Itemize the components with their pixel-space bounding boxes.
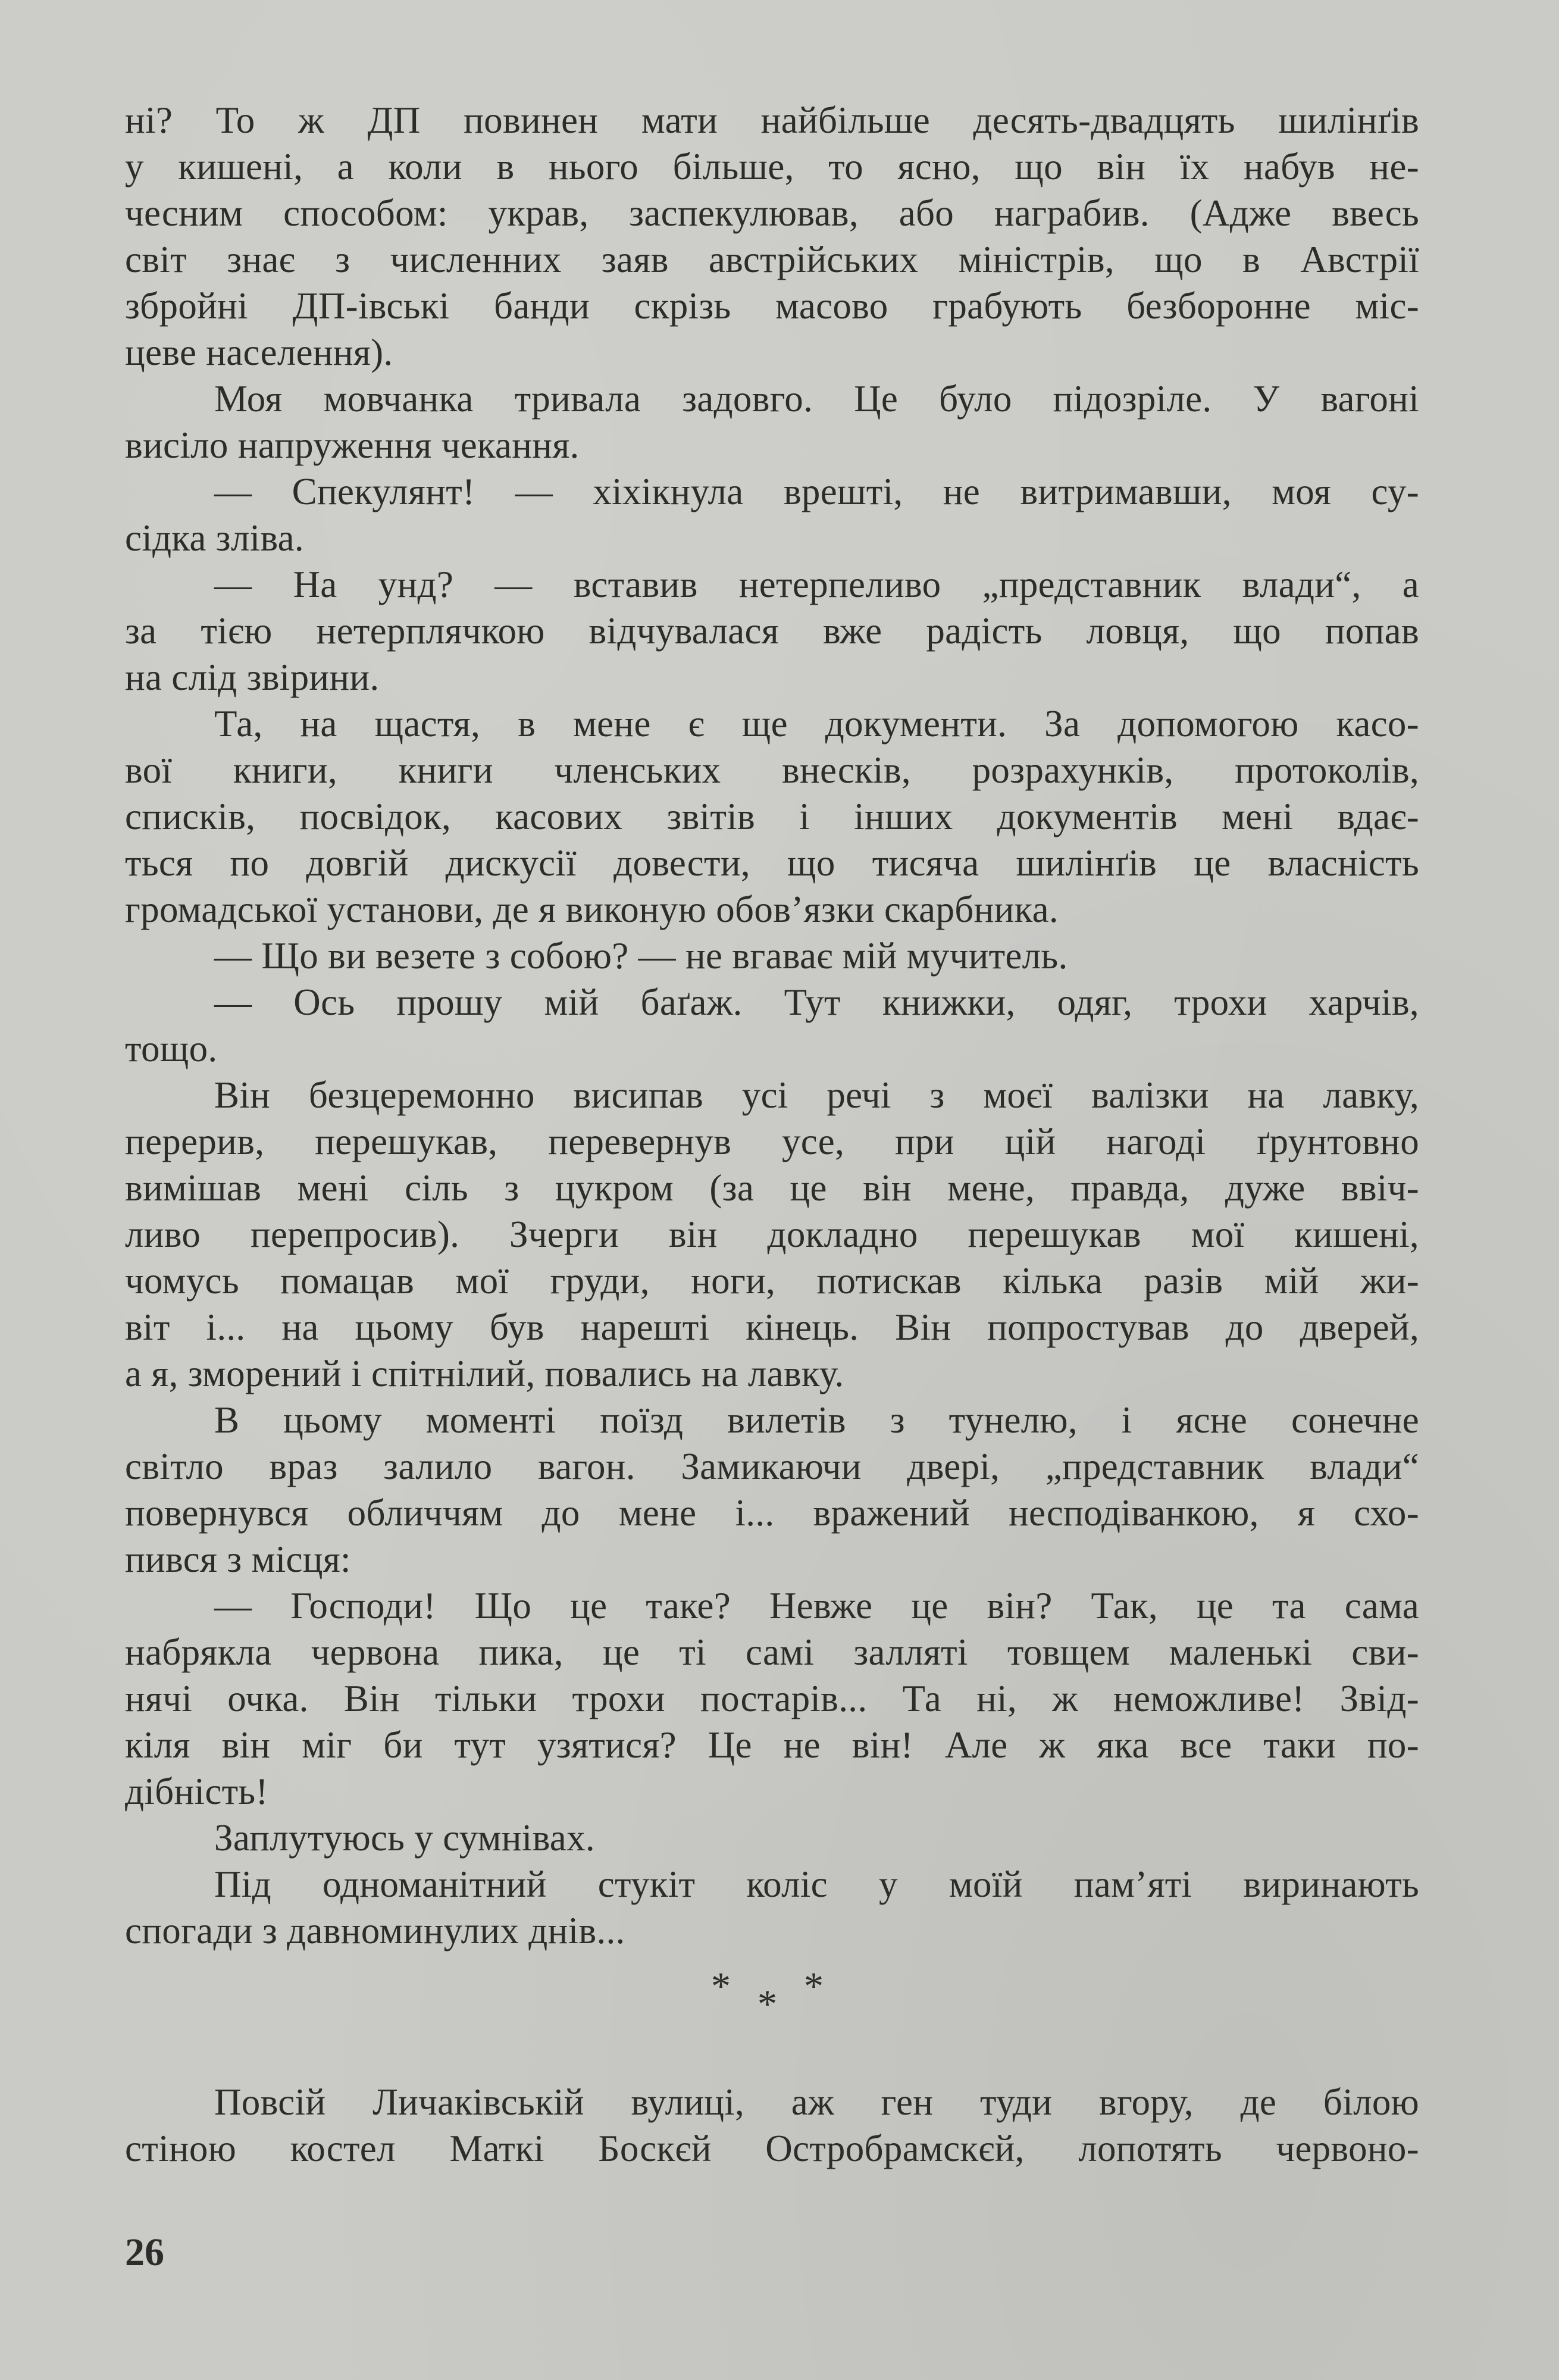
separator-asterisk: * bbox=[804, 1965, 824, 2008]
text-line: на слід звірини. bbox=[125, 656, 380, 698]
text-line: дібність! bbox=[125, 1771, 268, 1812]
text-line: Моя мовчанка тривала задовго. Це було підозріле. У вагоні bbox=[214, 378, 1419, 420]
text-line: Заплутуюсь у сумнівах. bbox=[214, 1817, 595, 1859]
text-line: — На унд? — вставив нетерпеливо „представник влади“, а bbox=[214, 564, 1419, 605]
text-line: громадської установи, де я виконую обов’язки скарбника. bbox=[125, 889, 1059, 930]
text-line: вої книги, книги членських внесків, розрахунків, протоколів, bbox=[125, 749, 1419, 791]
separator-asterisk: * bbox=[711, 1965, 731, 2008]
text-line: Та, на щастя, в мене є ще документи. За допомогою касо- bbox=[214, 703, 1419, 745]
text-line: сідка зліва. bbox=[125, 517, 304, 559]
text-line: повернувся обличчям до мене і... вражений несподіванкою, я схо- bbox=[125, 1492, 1419, 1534]
text-line: списків, посвідок, касових звітів і інших документів мені вдає- bbox=[125, 796, 1419, 837]
text-line: ливо перепросив). Зчерги він докладно перешукав мої кишені, bbox=[125, 1214, 1419, 1255]
text-line: ться по довгій дискусії довести, що тисяча шилінґів це власність bbox=[125, 842, 1419, 884]
text-line: чесним способом: украв, заспекулював, або награбив. (Адже ввесь bbox=[125, 192, 1419, 234]
text-line: набрякла червона пика, це ті самі залляті товщем маленькі сви- bbox=[125, 1631, 1419, 1673]
text-line: чомусь помацав мої груди, ноги, потискав кілька разів мій жи- bbox=[125, 1260, 1419, 1302]
text-line: вимішав мені сіль з цукром (за це він мене, правда, дуже ввіч- bbox=[125, 1167, 1419, 1209]
text-line: — Спекулянт! — хіхікнула врешті, не витримавши, моя су- bbox=[214, 471, 1419, 512]
text-line: а я, зморений і спітнілий, повались на лавку. bbox=[125, 1353, 844, 1394]
text-line: світло враз залило вагон. Замикаючи двері, „представник влади“ bbox=[125, 1446, 1419, 1487]
text-line: спогади з давноминулих днів... bbox=[125, 1910, 625, 1951]
section-separator bbox=[711, 1967, 842, 2032]
text-line: — Що ви везете з собою? — не вгаває мій мучитель. bbox=[214, 935, 1068, 977]
text-line: — Господи! Що це таке? Невже це він? Так, це та сама bbox=[214, 1585, 1419, 1627]
text-line: перерив, перешукав, перевернув усе, при цій нагоді ґрунтовно bbox=[125, 1121, 1419, 1162]
text-line: пився з місця: bbox=[125, 1538, 351, 1580]
text-line: ні? То ж ДП повинен мати найбільше десять-двадцять шилінґів bbox=[125, 99, 1419, 141]
text-line: стіною костел Маткі Боскєй Остробрамскєй, лопотять червоно- bbox=[125, 2128, 1419, 2169]
text-line: В цьому моменті поїзд вилетів з тунелю, і ясне сонечне bbox=[214, 1399, 1419, 1441]
text-line: — Ось прошу мій баґаж. Тут книжки, одяг, трохи харчів, bbox=[214, 981, 1419, 1023]
text-line: у кишені, а коли в нього більше, то ясно, що він їх набув не- bbox=[125, 146, 1419, 187]
page-number: 26 bbox=[125, 2231, 164, 2274]
text-line: Повсій Личаківській вулиці, аж ген туди вгору, де білою bbox=[214, 2081, 1419, 2123]
text-line: тощо. bbox=[125, 1028, 218, 1069]
separator-asterisk: * bbox=[757, 1982, 777, 2026]
text-line: збройні ДП-івські банди скрізь масово грабують безборонне міс- bbox=[125, 285, 1419, 327]
text-line: висіло напруження чекання. bbox=[125, 424, 580, 466]
text-line: кіля він міг би тут узятися? Це не він! Але ж яка все таки по- bbox=[125, 1724, 1419, 1766]
text-line: нячі очка. Він тільки трохи постарів... Та ні, ж неможливе! Звід- bbox=[125, 1678, 1419, 1719]
text-line: Під одноманітний стукіт коліс у моїй пам’яті виринають bbox=[214, 1863, 1419, 1905]
text-line: світ знає з численних заяв австрійських міністрів, що в Австрії bbox=[125, 239, 1419, 280]
text-line: за тією нетерплячкою відчувалася вже радість ловця, що попав bbox=[125, 610, 1419, 652]
text-line: цеве населення). bbox=[125, 331, 393, 373]
text-line: Він безцеремонно висипав усі речі з моєї валізки на лавку, bbox=[214, 1074, 1419, 1116]
text-line: віт і... на цьому був нарешті кінець. Він попростував до дверей, bbox=[125, 1306, 1419, 1348]
